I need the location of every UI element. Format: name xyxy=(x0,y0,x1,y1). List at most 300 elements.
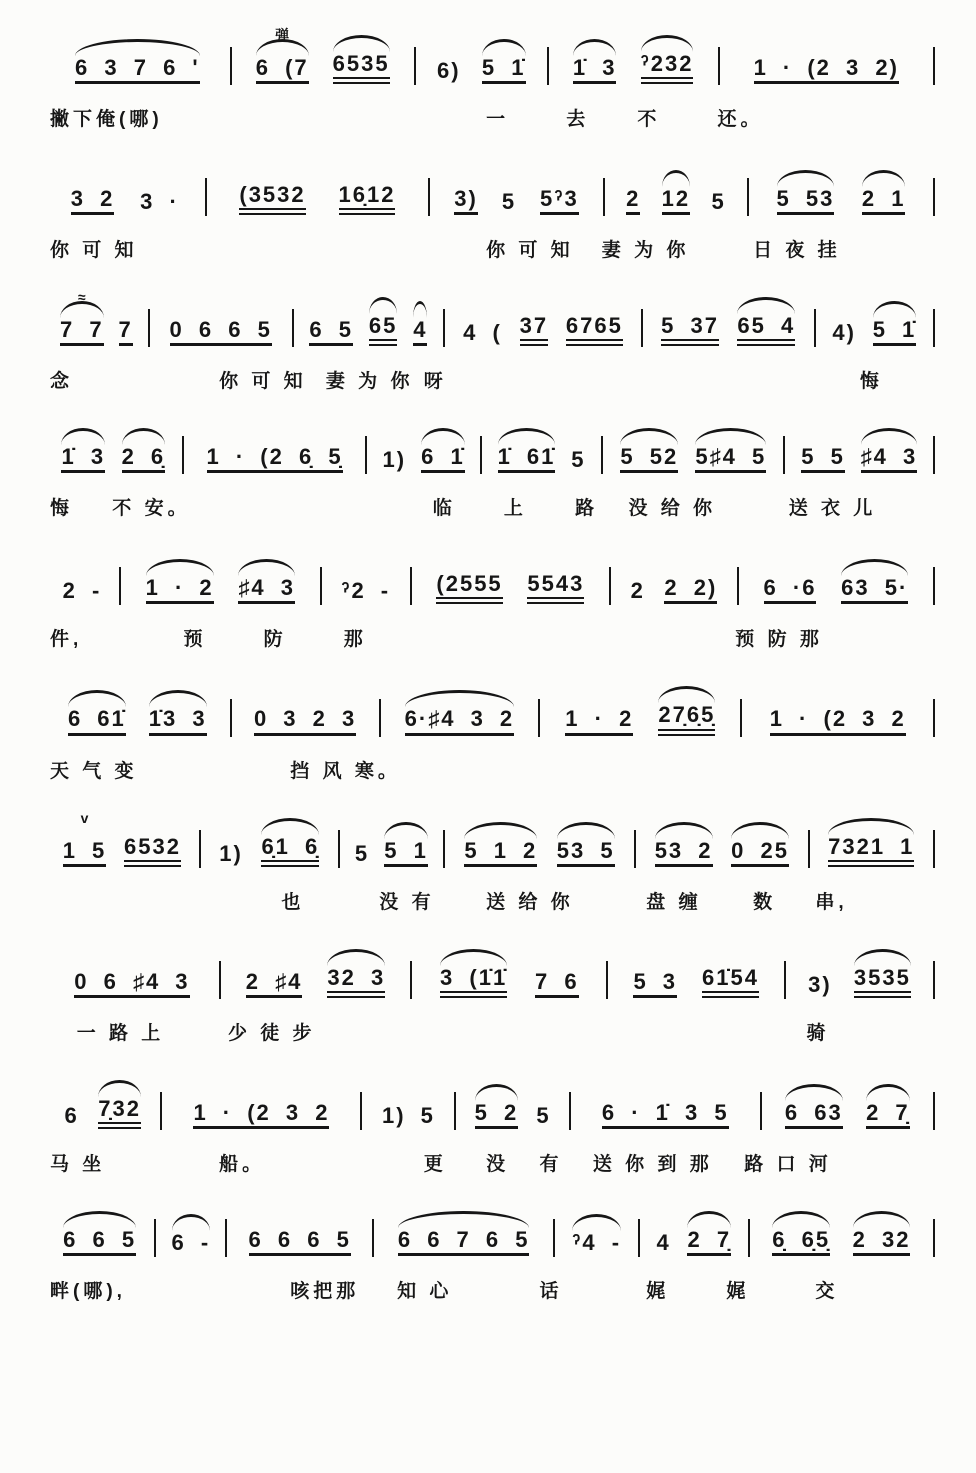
notes: 5 37 xyxy=(661,314,719,346)
notes: 1 · (2 3 2 xyxy=(770,707,906,735)
music-row xyxy=(50,809,940,872)
lyric-syllable: 送 给 你 xyxy=(486,891,574,913)
notes: 37 xyxy=(520,314,548,346)
slur-arc xyxy=(172,1214,211,1231)
barline xyxy=(428,178,430,216)
notes-group xyxy=(121,813,184,872)
slur-arc xyxy=(333,35,390,52)
notes: 6765 xyxy=(566,314,623,346)
barline xyxy=(641,309,643,347)
notes: 5 53 xyxy=(777,187,835,215)
barline xyxy=(219,961,221,999)
lyric-syllable: 撇下俺(哪) xyxy=(50,109,163,131)
notes: 3) xyxy=(454,187,478,215)
notes: 6 3 7 6 ' xyxy=(75,56,200,84)
slur-arc xyxy=(854,949,911,966)
slur-arc xyxy=(464,822,537,839)
lyric-syllable: 念 xyxy=(50,371,74,393)
barline xyxy=(933,178,935,216)
notes-group xyxy=(692,423,769,478)
notes-group xyxy=(338,557,393,609)
measure xyxy=(613,944,779,1003)
notes-group xyxy=(628,557,648,609)
notes-group xyxy=(858,423,921,478)
notes-group xyxy=(524,550,587,609)
notes: 1) xyxy=(219,840,243,866)
barline xyxy=(410,567,412,605)
measure xyxy=(608,423,778,478)
measure xyxy=(767,1079,928,1134)
notes: 1) 5 xyxy=(381,1102,435,1128)
notes-group xyxy=(57,289,107,351)
slur-arc xyxy=(63,1211,136,1228)
notes: 6 · 1̇ 3 5 xyxy=(602,1101,729,1129)
notes: 6̣1 6̣ xyxy=(261,835,319,867)
measure xyxy=(417,550,604,609)
barline xyxy=(784,961,786,999)
notes-group xyxy=(699,944,762,1003)
music-row xyxy=(50,423,940,478)
measure xyxy=(50,809,194,872)
music-row xyxy=(50,161,940,220)
notes-group xyxy=(655,681,718,740)
notes-group xyxy=(437,944,510,1003)
barline xyxy=(603,178,605,216)
notes-group xyxy=(336,161,399,220)
slur-arc xyxy=(413,301,427,318)
music-system xyxy=(50,809,940,915)
barline xyxy=(538,699,540,737)
notes-group xyxy=(72,34,203,89)
notes: 7 7 xyxy=(60,318,104,346)
notes: 3) xyxy=(808,971,832,997)
notes: 5543 xyxy=(527,572,584,604)
notes-group xyxy=(734,292,798,351)
notes-group xyxy=(395,1206,533,1261)
notes: 0 25 xyxy=(731,839,789,867)
barline xyxy=(933,436,935,474)
notes-group xyxy=(805,951,835,1003)
notes: 2 xyxy=(630,578,645,604)
measure xyxy=(161,1209,220,1261)
notes-group xyxy=(870,296,920,351)
notes: 7 6 xyxy=(535,970,579,998)
notes: ˀ232 xyxy=(641,52,694,84)
measure xyxy=(386,685,534,740)
barline xyxy=(634,830,636,868)
music-row xyxy=(50,289,940,351)
notes-group xyxy=(95,1075,144,1134)
lyric-syllable: 路 xyxy=(575,498,599,520)
notes-group xyxy=(243,948,306,1003)
slur-arc xyxy=(861,428,918,445)
lyric-syllable: 交 xyxy=(815,1280,839,1302)
music-system xyxy=(50,161,940,263)
notes-group xyxy=(472,1079,522,1134)
notes: 3 · xyxy=(140,189,179,215)
lyrics-row xyxy=(50,235,940,263)
notes: ˀ4 - xyxy=(572,1229,622,1255)
notes: 6 1̇ xyxy=(421,445,465,473)
lyric-syllable: 船。 xyxy=(219,1153,266,1175)
lyric-syllable: 上 xyxy=(503,498,527,520)
notes-group xyxy=(143,554,217,609)
notes-group xyxy=(402,685,518,740)
notes: 0 3 2 3 xyxy=(254,707,356,735)
notes: 6 63 xyxy=(785,1101,843,1129)
measure xyxy=(50,557,114,609)
barline xyxy=(480,436,482,474)
notes-group xyxy=(838,554,911,609)
music-system xyxy=(50,423,940,521)
notes-group xyxy=(235,554,298,609)
notes: 5 1 2 xyxy=(464,839,537,867)
notes: 2 6̣ xyxy=(122,445,166,473)
notes: 5 5 xyxy=(801,445,845,473)
slur-arc xyxy=(772,1211,830,1228)
music-system xyxy=(50,944,940,1046)
notes-group xyxy=(761,554,820,609)
barline xyxy=(148,309,150,347)
lyric-syllable: 不 安。 xyxy=(112,498,191,520)
notes: 1 · 2 xyxy=(565,707,633,735)
notes-group xyxy=(330,30,393,89)
lyric-syllable: 临 xyxy=(432,498,456,520)
lyrics-row xyxy=(50,756,940,784)
measure xyxy=(155,296,287,351)
measure xyxy=(560,1209,632,1261)
lyric-syllable: 日 夜 挂 xyxy=(753,240,841,262)
notes: 3535 xyxy=(854,966,911,998)
measure xyxy=(610,165,742,220)
measure xyxy=(821,296,928,351)
notes: 5ˀ3 xyxy=(540,187,579,215)
notes-group xyxy=(859,165,909,220)
notes: 6 ·6 xyxy=(764,576,817,604)
measure xyxy=(212,161,424,220)
notes: 6 5 xyxy=(309,318,353,346)
lyric-syllable: 少 徒 步 xyxy=(228,1022,316,1044)
slur-arc xyxy=(261,818,319,835)
lyric-syllable: 你 可 知 xyxy=(219,371,307,393)
measure xyxy=(790,423,928,478)
notes-group xyxy=(479,34,529,89)
measure xyxy=(226,944,405,1003)
lyrics-row xyxy=(50,624,940,652)
notes-group xyxy=(652,817,716,872)
notes-group xyxy=(258,813,322,872)
lyric-syllable: 有 xyxy=(539,1153,563,1175)
lyric-syllable: 娓 xyxy=(726,1280,750,1302)
barline xyxy=(372,1219,374,1257)
lyric-syllable: 悔 xyxy=(859,371,883,393)
barline xyxy=(379,699,381,737)
lyric-syllable: 挡 风 寒。 xyxy=(290,760,401,782)
slur-arc xyxy=(662,170,690,187)
lyrics-row xyxy=(50,1276,940,1304)
slur-arc xyxy=(384,822,428,839)
measure xyxy=(576,1079,755,1134)
measure xyxy=(237,685,374,740)
slur-arc xyxy=(731,822,789,839)
measure xyxy=(126,554,315,609)
measure xyxy=(435,165,597,220)
notes: 53 5 xyxy=(557,839,615,867)
barline xyxy=(365,436,367,474)
notes-group xyxy=(460,299,505,351)
measure xyxy=(747,685,928,740)
measure xyxy=(791,944,928,1003)
notes: 5 3 xyxy=(633,970,677,998)
notes: 63 5· xyxy=(841,576,908,604)
notes-group xyxy=(532,948,582,1003)
measure xyxy=(648,292,809,351)
notes: 2 1 xyxy=(862,187,906,215)
notes: 6 6 6 5 xyxy=(249,1228,351,1256)
notes: 6) xyxy=(437,58,461,83)
measure xyxy=(50,1206,149,1261)
notes: 1 · (2 3 2 xyxy=(193,1101,329,1129)
barline xyxy=(933,1219,935,1257)
notes-group xyxy=(684,1206,734,1261)
lyric-syllable: 路 口 河 xyxy=(744,1153,832,1175)
lyric-syllable: 知 心 xyxy=(397,1280,453,1302)
notes: 6 (7 xyxy=(256,56,309,84)
notes-group xyxy=(433,550,505,609)
measure xyxy=(189,423,361,478)
notes: 61̇54 xyxy=(702,966,759,998)
notes-group xyxy=(851,944,914,1003)
notes: 32 3 xyxy=(327,966,385,998)
measure xyxy=(641,817,802,872)
notes-group xyxy=(253,27,312,89)
notes: 3 (1̇1̇ xyxy=(440,966,507,998)
measure xyxy=(450,292,635,351)
lyric-syllable: 天 气 变 xyxy=(50,760,138,782)
notes: 1̇ 61̇ xyxy=(498,445,556,473)
barline xyxy=(933,567,935,605)
barline xyxy=(638,1219,640,1257)
measure xyxy=(554,30,713,89)
lyrics-row xyxy=(50,104,940,132)
measure xyxy=(50,948,214,1003)
lyric-syllable: 咳把那 xyxy=(290,1280,360,1302)
slur-arc xyxy=(98,1080,141,1097)
barline xyxy=(360,1092,362,1130)
lyric-syllable: 件, xyxy=(50,629,83,651)
notes: 4 xyxy=(413,318,427,346)
measure xyxy=(50,165,200,220)
measure xyxy=(345,817,438,872)
lyrics-row xyxy=(50,1018,940,1046)
measure xyxy=(379,1206,549,1261)
lyrics-row xyxy=(50,366,940,394)
barline xyxy=(933,961,935,999)
music-system xyxy=(50,289,940,394)
slur-arc xyxy=(75,39,200,56)
notes: 5 2 xyxy=(475,1101,519,1129)
slur-arc xyxy=(828,818,914,835)
barline xyxy=(410,961,412,999)
notes-group xyxy=(71,948,192,1003)
notes-group xyxy=(451,165,481,220)
measure xyxy=(299,292,439,351)
notes: 5 xyxy=(571,447,586,473)
notes: 6532 xyxy=(124,835,181,867)
notes-group xyxy=(658,292,722,351)
lyric-syllable: 妻 为 你 xyxy=(601,240,690,262)
notes: 1 · (2 6̣ 5̣ xyxy=(207,445,343,473)
notes-group xyxy=(751,34,902,89)
notes-group xyxy=(352,820,372,872)
music-row xyxy=(50,1206,940,1261)
measure xyxy=(545,681,735,740)
barline xyxy=(547,47,549,85)
notes: 0 6 6 5 xyxy=(170,318,272,346)
notes-group xyxy=(630,948,680,1003)
slur-arc xyxy=(620,428,678,445)
slur-arc xyxy=(61,428,105,445)
lyric-syllable: 送 你 到 那 xyxy=(592,1153,713,1175)
notes-group xyxy=(638,30,697,89)
barline xyxy=(443,830,445,868)
music-row xyxy=(50,27,940,89)
music-system xyxy=(50,27,940,132)
lyric-syllable: 畔(哪), xyxy=(50,1280,126,1302)
notes-group xyxy=(517,292,551,351)
slur-arc xyxy=(866,1084,910,1101)
notes-group xyxy=(782,1079,846,1134)
measure xyxy=(372,423,474,478)
slur-arc xyxy=(873,301,917,318)
lyrics-row xyxy=(50,1149,940,1177)
slur-arc xyxy=(475,1084,519,1101)
notes-group xyxy=(65,685,129,740)
slur-arc xyxy=(841,559,908,576)
notes: 6 61̇ xyxy=(68,707,126,735)
lyric-syllable: 一 路 上 xyxy=(76,1022,165,1044)
notes-group xyxy=(379,426,409,478)
notes-group xyxy=(246,1206,354,1261)
measure xyxy=(50,34,225,89)
slur-arc xyxy=(862,170,906,187)
notes-group xyxy=(825,813,917,872)
notes: 12 xyxy=(662,187,690,215)
barline xyxy=(933,1092,935,1130)
music-system xyxy=(50,550,940,652)
notes: 5 1 xyxy=(384,839,428,867)
notes-group xyxy=(190,1079,332,1134)
notes: 6·♯4 3 2 xyxy=(405,707,515,735)
barline xyxy=(160,1092,162,1130)
lyric-syllable: 数 xyxy=(753,891,777,913)
barline xyxy=(454,1092,456,1130)
lyric-syllable: 预 xyxy=(183,629,207,651)
slur-arc xyxy=(146,559,214,576)
notes: 2 7̣ xyxy=(687,1228,731,1256)
ornament: 弹 xyxy=(275,27,290,43)
slur-arc xyxy=(398,1211,530,1228)
notes: 2 - xyxy=(62,578,102,604)
barline xyxy=(933,47,935,85)
slur-arc xyxy=(327,949,385,966)
barline xyxy=(933,699,935,737)
barline xyxy=(225,1219,227,1257)
slur-arc xyxy=(573,39,617,56)
notes-group xyxy=(204,423,346,478)
lyric-syllable: 也 xyxy=(281,891,305,913)
ornament: v xyxy=(80,809,89,826)
barline xyxy=(933,309,935,347)
notes: 2 xyxy=(626,187,640,215)
slur-arc xyxy=(658,686,715,703)
lyric-syllable: 防 xyxy=(263,629,287,651)
notes-group xyxy=(137,168,182,220)
notes: 6 xyxy=(64,1102,79,1128)
notes-group xyxy=(623,165,643,220)
barline xyxy=(609,567,611,605)
barline xyxy=(737,567,739,605)
notes-group xyxy=(499,168,519,220)
measure xyxy=(744,554,928,609)
ornament: ≈ xyxy=(77,289,86,306)
notes: ˀ2 - xyxy=(341,578,391,604)
measure xyxy=(237,27,409,89)
music-system xyxy=(50,681,940,783)
measure xyxy=(327,557,405,609)
barline xyxy=(569,1092,571,1130)
notes: 6̣ 6̣5̣ xyxy=(772,1228,830,1256)
slur-arc xyxy=(122,428,166,445)
music-row xyxy=(50,681,940,740)
notes-group xyxy=(68,165,118,220)
notes: 53 2 xyxy=(655,839,713,867)
notes-group xyxy=(60,1206,139,1261)
notes-group xyxy=(434,37,464,89)
notes-group xyxy=(418,423,468,478)
notes-group xyxy=(563,292,626,351)
measure xyxy=(50,685,225,740)
notes: 5♯4 5 xyxy=(695,445,766,473)
slur-arc xyxy=(482,39,526,56)
slur-arc xyxy=(777,170,835,187)
lyric-syllable: 马 坐 xyxy=(50,1153,106,1175)
lyric-syllable: 预 防 那 xyxy=(735,629,823,651)
lyric-syllable: 没 给 你 xyxy=(628,498,717,520)
lyric-syllable: 妻 为 你 xyxy=(325,371,414,393)
measure xyxy=(725,34,928,89)
notes-group xyxy=(58,423,108,478)
barline xyxy=(443,309,445,347)
barline xyxy=(808,830,810,868)
notes-group xyxy=(379,1082,438,1134)
notes: 6535 xyxy=(333,52,390,84)
notes: 1̇ 3 xyxy=(61,445,105,473)
barline xyxy=(338,830,340,868)
measure xyxy=(461,1079,564,1134)
lyric-syllable: 骑 xyxy=(806,1022,830,1044)
barline xyxy=(718,47,720,85)
notes-group xyxy=(461,817,540,872)
notes-group xyxy=(169,1209,214,1261)
slur-arc xyxy=(369,297,397,314)
notes-group xyxy=(708,168,728,220)
notes-group xyxy=(381,817,431,872)
slur-arc xyxy=(687,1211,731,1228)
notes: 0 6 ♯4 3 xyxy=(74,970,189,998)
notes-group xyxy=(324,944,388,1003)
notes: 6 - xyxy=(171,1229,211,1255)
